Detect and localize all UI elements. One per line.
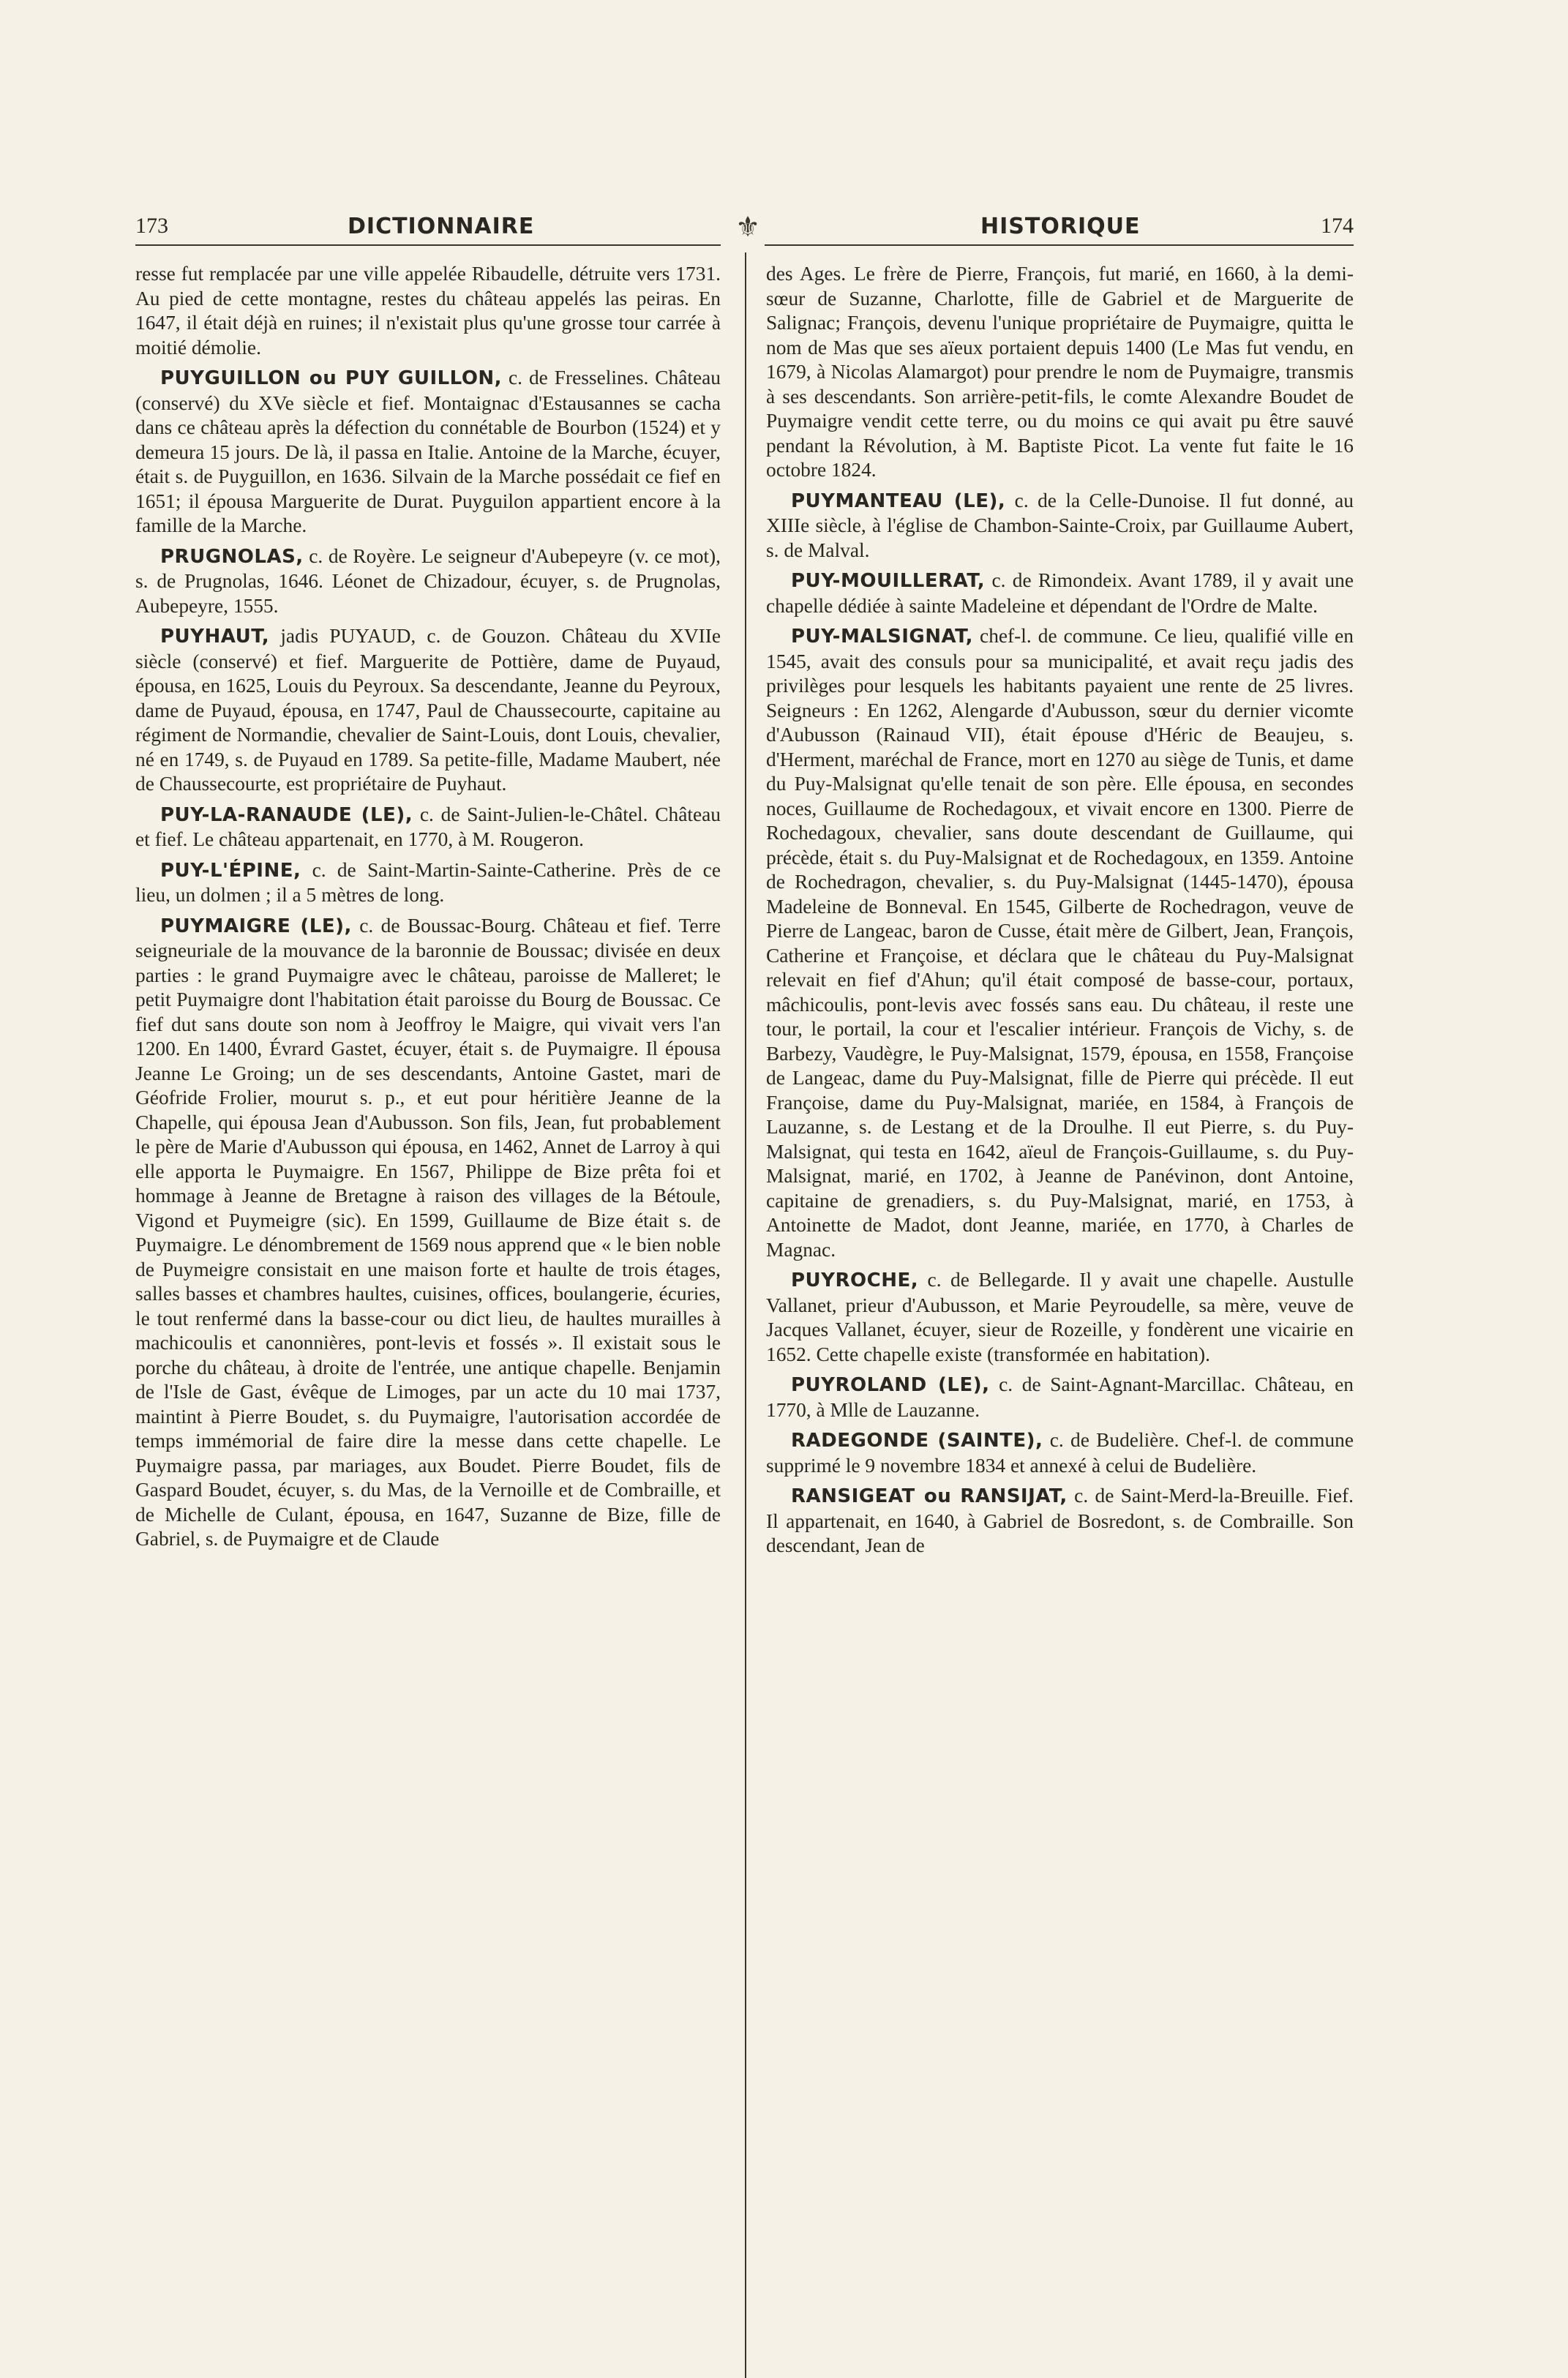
entry-headword: PUYGUILLON ou PUY GUILLON,	[160, 367, 503, 389]
dictionary-entry	[135, 858, 721, 908]
header-rule-left	[135, 244, 721, 246]
dictionary-entry	[135, 366, 721, 539]
fleur-de-lis-icon: ⚜	[735, 211, 761, 243]
dictionary-entry	[766, 489, 1354, 563]
entry-text: c. de Boussac-Bourg. Château et fief. Terre seigneuriale de la mouvance de la baronnie de Boussac; divisée en deux parties : le grand Puymaigre avec le château, paroisse de Malleret; le petit Puymaigre dont l'habitation était paroisse du Bourg de Boussac. Ce fief dut sans doute son nom à Jeoffroy le Maigre, qui vivait vers l'an 1200. En 1400, Évrard Gastet, écuyer, était s. de Puymaigre. Il épousa Jeanne Le Groing; un de ses descendants, Antoine Gastet, mari de Géofride Frolier, mourut s. p., et eut pour héritière Jeanne de la Chapelle, qui épousa Jean d'Aubusson. Son fils, Jean, fut probablement le père de Marie d'Aubusson qui épousa, en 1462, Annet de Larroy à qui elle apporta le Puymaigre. En 1567, Philippe de Bize prêta foi et hommage à Jeanne de Bretagne à raison des villages de la Bétoule, Vigond et Puymeigre (sic). En 1599, Guillaume de Bize était s. de Puymaigre. Le dénombrement de 1569 nous apprend que « le bien noble de Puymeigre consistait en une maison forte et haulte de trois étages, salles basses et chambres haultes, cuisines, offices, boulangerie, écuries, le tout renfermé dans la basse-cour ou dict lieu, de haultes murailles à machicoulis et canonnières, pont-levis et fossés ». Il existait sous le porche du château, à droite de l'entrée, une antique chapelle. Benjamin de l'Isle de Gast, évêque de Limoges, par un acte du 10 mai 1737, maintint à Pierre Boudet, s. du Puymaigre, l'autorisation accordée de temps immémorial de faire dire la messe dans cette chapelle. Le Puymaigre passa, par mariages, aux Boudet. Pierre Boudet, fils de Gaspard Boudet, écuyer, s. du Mas, de la Vernoille et de Combraille, et de Michelle de Culant, épousa, en 1647, Suzanne de Bize, fille de Gabriel, s. de Puymaigre et de Claude	[135, 914, 721, 1550]
entry-text: c. de Saint-Julien-le-Châtel. Château et fief. Le château appartenait, en 1770, à M. Rougeron.	[135, 803, 721, 850]
entry-text: jadis PUYAUD, c. de Gouzon. Château du XVIIe siècle (conservé) et fief. Marguerite de Pottière, dame de Puyaud, épousa, en 1625, Louis du Peyroux. Sa descendante, Jeanne du Peyroux, dame de Puyaud, épousa, en 1747, Paul de Chaussecourte, capitaine au régiment de Normandie, chevalier de Saint-Louis, dont Louis, chevalier, né en 1749, s. de Puyaud en 1789. Sa petite-fille, Madame Maubert, née de Chaussecourte, est propriétaire de Puyhaut.	[135, 625, 721, 795]
entry-headword: RANSIGEAT ou RANSIJAT,	[791, 1485, 1068, 1507]
entry-headword: PUYHAUT,	[160, 626, 270, 648]
entry-text: c. de Fresselines. Château (conservé) du XVe siècle et fief. Montaignac d'Estausannes se cacha dans ce château après la défection du connétable de Bourbon (1524) et y demeura 15 jours. De là, il passa en Italie. Antoine de la Marche, écuyer, était s. de Puyguillon, en 1636. Silvain de la Marche possédait ce fief en 1651; il épousa Marguerite de Durat. Puyguilon appartient encore à la famille de la Marche.	[135, 367, 721, 536]
entry-text: c. de Rimondeix. Avant 1789, il y avait une chapelle dédiée à sainte Madeleine et dépendant de l'Ordre de Malte.	[766, 569, 1354, 617]
dictionary-entry	[766, 569, 1354, 618]
right-column	[766, 262, 1354, 1564]
dictionary-entry	[766, 1373, 1354, 1422]
entry-text: c. de la Celle-Dunoise. Il fut donné, au XIIIe siècle, à l'église de Chambon-Sainte-Croix, par Guillaume Aubert, s. de Malval.	[766, 489, 1354, 561]
entry-text: des Ages. Le frère de Pierre, François, fut marié, en 1660, à la demi-sœur de Suzanne, Charlotte, fille de Gabriel et de Marguerite de Salignac; François, devenu l'unique propriétaire de Puymaigre, quitta le nom de Mas que ses aïeux portaient depuis 1400 (Le Mas fut vendu, en 1679, à Nicolas Alamargot) pour prendre le nom de Puymaigre, transmis à ses descendants. Son arrière-petit-fils, le comte Alexandre Boudet de Puymaigre vendit cette terre, ou du moins ce qui avait pu être sauvé pendant la Révolution, à M. Baptiste Picot. La vente fut faite le 16 octobre 1824.	[766, 263, 1354, 481]
entry-headword: PUYROCHE,	[791, 1269, 919, 1291]
running-header	[135, 211, 1354, 246]
entry-headword: PUY-L'ÉPINE,	[160, 859, 301, 882]
entry-text: c. de Royère. Le seigneur d'Aubepeyre (v. ce mot), s. de Prugnolas, 1646. Léonet de Chizadour, écuyer, s. de Prugnolas, Aubepeyre, 1555.	[135, 544, 721, 617]
entry-headword: PUY-LA-RANAUDE (LE),	[160, 803, 413, 826]
entry-text: resse fut remplacée par une ville appelée Ribaudelle, détruite vers 1731. Au pied de cette montagne, restes du château appelés las peiras. En 1647, il était déjà en ruines; il n'existait plus qu'une grosse tour carrée à moitié démolie.	[135, 263, 721, 359]
dictionary-entry	[135, 624, 721, 797]
entry-text: c. de Saint-Martin-Sainte-Catherine. Près de ce lieu, un dolmen ; il a 5 mètres de long.	[135, 858, 721, 906]
entry-headword: PUY-MOUILLERAT,	[791, 570, 986, 592]
entry-text: c. de Budelière. Chef-l. de commune supprimé le 9 novembre 1834 et annexé à celui de Budelière.	[766, 1429, 1354, 1477]
dictionary-entry	[135, 544, 721, 619]
entry-text: c. de Saint-Merd-la-Breuille. Fief. Il appartenait, en 1640, à Gabriel de Bosredont, s. de Combraille. Son descendant, Jean de	[766, 1485, 1354, 1556]
entry-headword: PUYROLAND (LE),	[791, 1374, 990, 1396]
dictionary-entry	[766, 1268, 1354, 1367]
entry-headword: PUY-MALSIGNAT,	[791, 626, 974, 648]
entry-text: chef-l. de commune. Ce lieu, qualifié ville en 1545, avait des consuls pour sa municipalité, et avait reçu jadis des privilèges pour lesquels les habitants payaient une rente de 25 livres. Seigneurs : En 1262, Alengarde d'Aubusson, sœur du dernier vicomte d'Aubusson (Rainaud VII), était épouse d'Héric de Beaujeu, s. d'Herment, maréchal de France, mort en 1270 au siège de Tunis, et dame du Puy-Malsignat qu'elle tenait de son père. Elle épousa, en secondes noces, Guillaume de Rochedagoux, et vivait encore en 1300. Pierre de Rochedagoux, chevalier, sans doute descendant de Guillaume, qui précède, était s. du Puy-Malsignat et de Rochedagoux, en 1359. Antoine de Rochedragon, chevalier, s. du Puy-Malsignat (1445-1470), épousa Madeleine de Bonneval. En 1545, Gilberte de Rochedragon, veuve de Pierre de Langeac, baron de Cusse, était mère de Gilbert, Jean, François, Catherine et Françoise, et déclara que le château du Puy-Malsignat relevait en fief d'Ahun; qu'il était composé de basse-cour, portaux, mâchicoulis, pont-levis avec fossés sans eau. Du château, il reste une tour, le portail, la cour et l'escalier intérieur. François de Vichy, s. de Barbezy, Vaudègre, le Puy-Malsignat, 1579, épousa, en 1558, Françoise de Langeac, dame du Puy-Malsignat, fille de Pierre qui précède. Il eut Françoise, dame du Puy-Malsignat, mariée, en 1584, à François de Lauzanne, s. de Lestang et de la Droulhe. Il eut Pierre, s. du Puy-Malsignat, qui testa en 1642, aïeul de François-Guillaume, s. du Puy-Malsignat, marié, en 1702, à Jeanne de Panévinon, dont Antoine, capitaine de grenadiers, s. du Puy-Malsignat, marié, en 1753, à Antoinette de Madot, dont Jeanne, mariée, en 1770, à Charles de Magnac.	[766, 625, 1354, 1261]
entry-headword: PUYMANTEAU (LE),	[791, 490, 1006, 512]
entry-headword: PUYMAIGRE (LE),	[160, 915, 352, 937]
page-number-left: 173	[135, 214, 168, 238]
left-column	[135, 262, 721, 1558]
page-number-right: 174	[1321, 214, 1354, 238]
entry-headword: PRUGNOLAS,	[160, 545, 304, 568]
column-divider	[745, 252, 746, 2378]
header-rule-right	[765, 244, 1354, 246]
entry-headword: RADEGONDE (SAINTE),	[791, 1430, 1043, 1452]
dictionary-entry	[766, 1484, 1354, 1559]
dictionary-entry	[135, 803, 721, 852]
header-title-left: DICTIONNAIRE	[348, 214, 535, 239]
entry-text: c. de Saint-Agnant-Marcillac. Château, en 1770, à Mlle de Lauzanne.	[766, 1373, 1354, 1421]
dictionary-entry	[766, 624, 1354, 1262]
entry-text: c. de Bellegarde. Il y avait une chapelle. Austulle Vallanet, prieur d'Aubusson, et Marie Peyroudelle, sa mère, veuve de Jacques Vallanet, écuyer, sieur de Rozeille, y fondèrent une vicairie en 1652. Cette chapelle existe (transformée en habitation).	[766, 1269, 1354, 1365]
dictionary-entry	[135, 914, 721, 1552]
dictionary-entry	[135, 262, 721, 360]
dictionary-entry	[766, 262, 1354, 483]
dictionary-entry	[766, 1428, 1354, 1478]
header-title-right: HISTORIQUE	[980, 214, 1141, 239]
